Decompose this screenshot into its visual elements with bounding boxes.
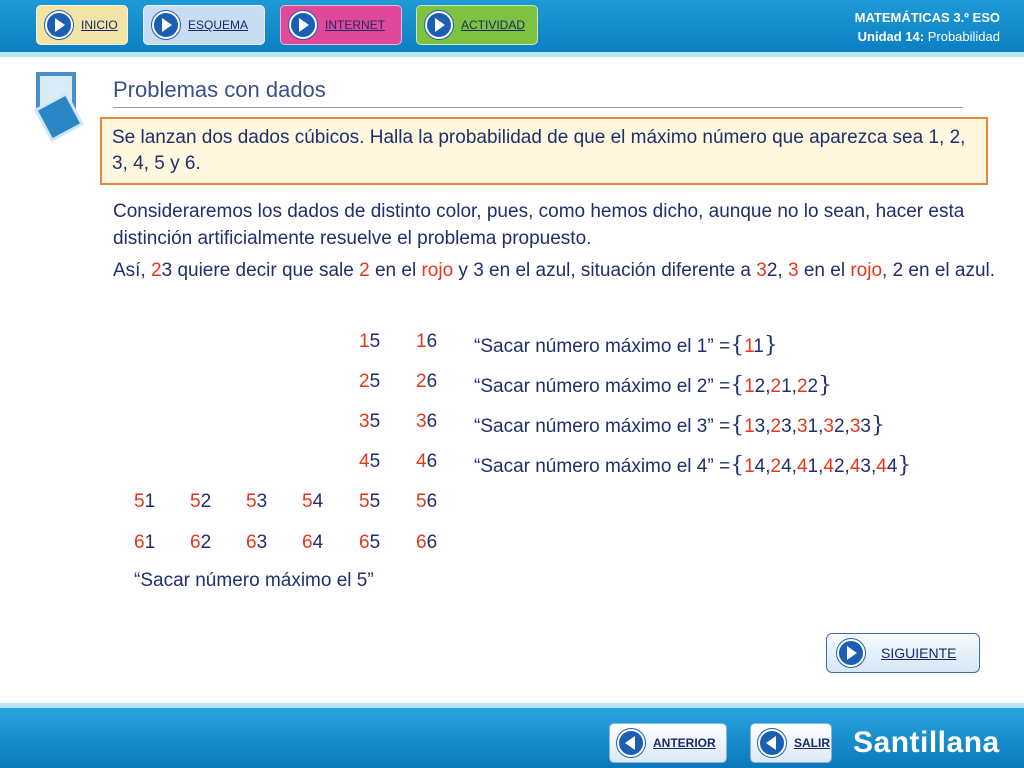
top-bar-divider — [0, 52, 1024, 57]
outcome-pair: 53 — [246, 491, 268, 512]
outcome-pair: 45 — [359, 451, 381, 472]
subject-title: MATEMÁTICAS 3.º ESO — [854, 10, 1000, 25]
outcome-pair: 54 — [302, 491, 324, 512]
outcome-pair: 36 — [416, 411, 438, 432]
result-line: “Sacar número máximo el 2” ={12,21,22} — [474, 373, 833, 398]
outcome-pair: 66 — [416, 532, 438, 553]
previous-button[interactable] — [609, 723, 727, 763]
outcome-pair: 35 — [359, 411, 381, 432]
text-run: Así, — [113, 260, 152, 281]
nav-inicio-button[interactable] — [36, 5, 128, 45]
title-divider — [113, 107, 963, 108]
text-run-red: 3 — [787, 260, 799, 281]
result-line: “Sacar número máximo el 1” ={11} — [474, 333, 778, 358]
result-line: “Sacar número máximo el 4” ={14,24,41,42,43,44} — [474, 453, 912, 478]
back-icon — [758, 729, 786, 757]
outcome-pair: 26 — [416, 371, 438, 392]
outcome-pair: 65 — [359, 532, 381, 553]
outcome-pair: 25 — [359, 371, 381, 392]
text-run: 2, — [766, 260, 788, 281]
unit-label: Unidad 14: — [857, 29, 925, 44]
outcome-pair: 64 — [302, 532, 324, 553]
play-icon — [425, 11, 453, 39]
text-run: y 3 en el azul, situación diferente a — [453, 260, 757, 281]
result-line: “Sacar número máximo el 3” ={13,23,31,32,33} — [474, 413, 885, 438]
text-run: , 2 en el azul. — [882, 260, 996, 281]
explanation-paragraph: Consideraremos los dados de distinto color, pues, como hemos dicho, aunque no lo sean, hacer esta distinción artificialmente resuelve el problema propuesto. — [113, 201, 965, 249]
text-run: en el — [369, 260, 422, 281]
document-stack-icon — [32, 72, 84, 144]
outcome-pair: 56 — [416, 491, 438, 512]
nav-actividad-label: ACTIVIDAD — [461, 18, 526, 32]
play-icon — [289, 11, 317, 39]
outcome-pair: 62 — [190, 532, 212, 553]
nav-actividad-button[interactable] — [416, 5, 538, 45]
outcome-pair: 46 — [416, 451, 438, 472]
course-info — [855, 8, 1000, 46]
exit-button[interactable] — [750, 723, 832, 763]
nav-esquema-button[interactable] — [143, 5, 265, 45]
next-label: SIGUIENTE — [881, 645, 957, 661]
outcome-pair: 52 — [190, 491, 212, 512]
example-paragraph — [113, 257, 1003, 284]
footnote-max-5: “Sacar número máximo el 5” — [134, 570, 374, 591]
nav-internet-button[interactable] — [280, 5, 402, 45]
unit-name: Probabilidad — [927, 29, 1000, 44]
nav-inicio-label: INICIO — [81, 18, 118, 32]
text-run: en el — [798, 260, 851, 281]
outcome-pair: 63 — [246, 532, 268, 553]
text-run: 3 quiere decir que sale — [161, 260, 360, 281]
problem-statement: Se lanzan dos dados cúbicos. Halla la probabilidad de que el máximo número que aparezca sea 1, 2, 3, 4, 5 y 6. — [100, 117, 988, 185]
text-run-red: 2 — [359, 260, 370, 281]
nav-internet-label: INTERNET — [325, 18, 385, 32]
text-run-red: 2 — [151, 260, 162, 281]
nav-esquema-label: ESQUEMA — [188, 18, 249, 32]
text-run-red: rojo — [850, 260, 883, 281]
play-icon — [837, 639, 865, 667]
text-run-red: rojo — [421, 260, 454, 281]
outcome-pair: 61 — [134, 532, 156, 553]
play-icon — [152, 11, 180, 39]
play-icon — [45, 11, 73, 39]
previous-label: ANTERIOR — [653, 736, 716, 750]
text-run-red: 3 — [756, 260, 767, 281]
exit-label: SALIR — [794, 736, 830, 750]
page-title: Problemas con dados — [113, 77, 326, 102]
outcome-pair: 15 — [359, 331, 381, 352]
next-button[interactable] — [826, 633, 980, 673]
unit-line — [855, 27, 1000, 46]
outcome-pair: 51 — [134, 491, 156, 512]
brand-logo: Santillana — [853, 726, 1000, 759]
outcome-pair: 16 — [416, 331, 438, 352]
back-icon — [617, 729, 645, 757]
outcome-pair: 55 — [359, 491, 381, 512]
